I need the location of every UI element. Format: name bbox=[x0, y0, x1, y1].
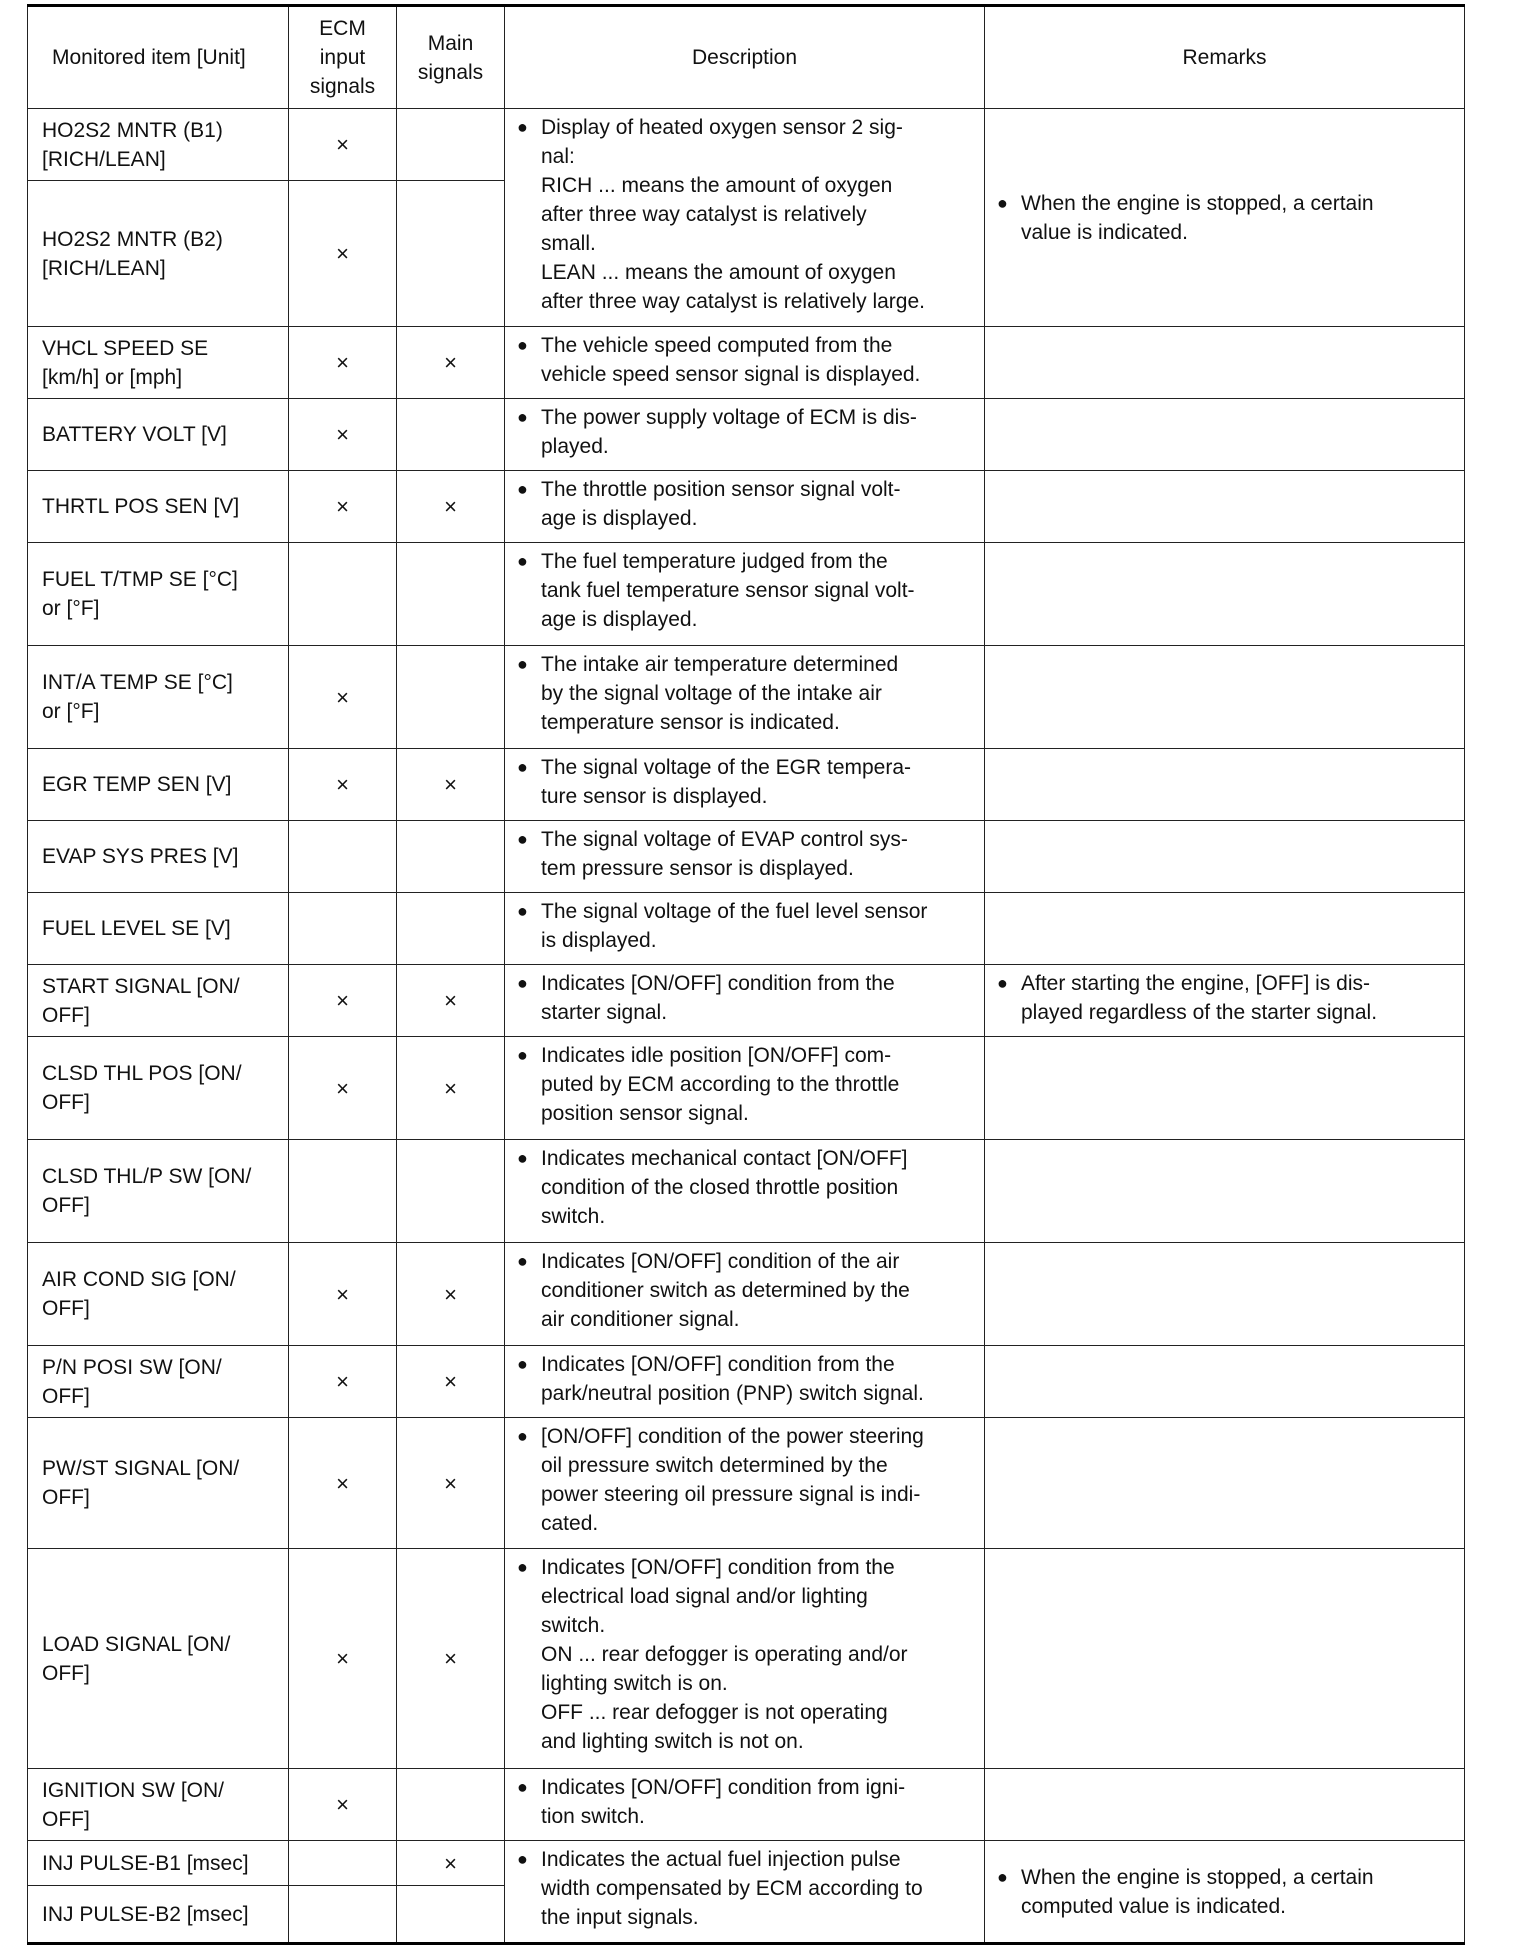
ecm-input-mark-cell bbox=[289, 543, 397, 646]
description-cell bbox=[505, 893, 985, 965]
description-text: The power supply voltage of ECM is dis- played. bbox=[541, 406, 917, 458]
monitored-item-cell: BATTERY VOLT [V] bbox=[28, 399, 289, 471]
remarks-text: After starting the engine, [OFF] is dis- played regardless of the starter signal. bbox=[1021, 972, 1378, 1024]
description-text: Indicates [ON/OFF] condition from the park/neutral position (PNP) switch signal. bbox=[541, 1353, 924, 1405]
remarks-cell bbox=[985, 543, 1465, 646]
monitored-item-cell: CLSD THL POS [ON/ OFF] bbox=[28, 1037, 289, 1140]
ecm-input-mark-cell: × bbox=[289, 181, 397, 327]
description-bullet bbox=[517, 650, 978, 737]
ecm-input-mark-cell bbox=[289, 1140, 397, 1243]
table-row bbox=[28, 399, 1465, 471]
table-row bbox=[28, 1243, 1465, 1346]
bullet-icon: ● bbox=[517, 551, 528, 571]
remarks-bullet bbox=[997, 969, 1458, 1027]
bullet-icon: ● bbox=[517, 1426, 528, 1446]
table-row bbox=[28, 543, 1465, 646]
description-bullet bbox=[517, 969, 978, 1027]
description-cell bbox=[505, 1841, 985, 1944]
bullet-icon: ● bbox=[997, 973, 1008, 993]
ecm-input-mark-cell: × bbox=[289, 1769, 397, 1841]
remarks-bullet bbox=[997, 189, 1458, 247]
description-cell bbox=[505, 965, 985, 1037]
remarks-cell bbox=[985, 109, 1465, 327]
header-row bbox=[28, 6, 1465, 109]
table-row bbox=[28, 1140, 1465, 1243]
remarks-cell bbox=[985, 821, 1465, 893]
remarks-cell bbox=[985, 1037, 1465, 1140]
remarks-cell bbox=[985, 646, 1465, 749]
main-signal-mark-cell: × bbox=[397, 471, 505, 543]
monitored-item-cell: FUEL LEVEL SE [V] bbox=[28, 893, 289, 965]
ecm-input-mark-cell: × bbox=[289, 1549, 397, 1769]
bullet-icon: ● bbox=[517, 335, 528, 355]
description-bullet bbox=[517, 897, 978, 955]
ecm-input-mark-cell: × bbox=[289, 1346, 397, 1418]
description-cell bbox=[505, 1418, 985, 1549]
remarks-cell bbox=[985, 1549, 1465, 1769]
table-row bbox=[28, 1841, 1465, 1886]
description-bullet bbox=[517, 1041, 978, 1128]
description-cell bbox=[505, 1346, 985, 1418]
main-signal-mark-cell: × bbox=[397, 327, 505, 399]
table-row bbox=[28, 749, 1465, 821]
description-bullet bbox=[517, 113, 978, 316]
main-signal-mark-cell bbox=[397, 399, 505, 471]
ecm-input-mark-cell: × bbox=[289, 1418, 397, 1549]
bullet-icon: ● bbox=[517, 1777, 528, 1797]
bullet-icon: ● bbox=[517, 1849, 528, 1869]
description-bullet bbox=[517, 1350, 978, 1408]
monitored-item-cell: AIR COND SIG [ON/ OFF] bbox=[28, 1243, 289, 1346]
description-text: The signal voltage of the EGR tempera- ture sensor is displayed. bbox=[541, 756, 912, 808]
ecm-input-mark-cell: × bbox=[289, 399, 397, 471]
bullet-icon: ● bbox=[517, 1045, 528, 1065]
header-monitored-item: Monitored item [Unit] bbox=[28, 6, 289, 109]
description-text: Indicates [ON/OFF] condition from the electrical load signal and/or lighting switch. ON ... rear defogger is operating and/or lighting switch is on. OFF ... rear defogger is not operating and lighting switch is not on. bbox=[541, 1556, 908, 1753]
bullet-icon: ● bbox=[517, 654, 528, 674]
description-text: The fuel temperature judged from the tank fuel temperature sensor signal volt- age is displayed. bbox=[541, 550, 915, 631]
description-bullet bbox=[517, 753, 978, 811]
description-cell bbox=[505, 1140, 985, 1243]
main-signal-mark-cell bbox=[397, 1140, 505, 1243]
remarks-cell bbox=[985, 893, 1465, 965]
main-signal-mark-cell bbox=[397, 1886, 505, 1944]
monitored-item-cell: P/N POSI SW [ON/ OFF] bbox=[28, 1346, 289, 1418]
description-cell bbox=[505, 471, 985, 543]
description-bullet bbox=[517, 1773, 978, 1831]
monitored-item-cell: HO2S2 MNTR (B2) [RICH/LEAN] bbox=[28, 181, 289, 327]
monitored-item-cell: PW/ST SIGNAL [ON/ OFF] bbox=[28, 1418, 289, 1549]
header-description: Description bbox=[505, 6, 985, 109]
monitored-item-cell: START SIGNAL [ON/ OFF] bbox=[28, 965, 289, 1037]
bullet-icon: ● bbox=[517, 1251, 528, 1271]
description-cell bbox=[505, 1243, 985, 1346]
description-text: Indicates idle position [ON/OFF] com- puted by ECM according to the throttle position sensor signal. bbox=[541, 1044, 900, 1125]
description-bullet bbox=[517, 403, 978, 461]
description-text: Indicates [ON/OFF] condition of the air conditioner switch as determined by the air conditioner signal. bbox=[541, 1250, 910, 1331]
description-cell bbox=[505, 1549, 985, 1769]
description-cell bbox=[505, 1037, 985, 1140]
ecm-input-mark-cell: × bbox=[289, 749, 397, 821]
table-row bbox=[28, 965, 1465, 1037]
table-row bbox=[28, 109, 1465, 181]
description-cell bbox=[505, 1769, 985, 1841]
ecm-input-mark-cell: × bbox=[289, 327, 397, 399]
ecm-input-mark-cell bbox=[289, 1886, 397, 1944]
main-signal-mark-cell bbox=[397, 543, 505, 646]
description-cell bbox=[505, 327, 985, 399]
description-bullet bbox=[517, 1144, 978, 1231]
table-row bbox=[28, 1037, 1465, 1140]
header-remarks: Remarks bbox=[985, 6, 1465, 109]
monitored-item-cell: IGNITION SW [ON/ OFF] bbox=[28, 1769, 289, 1841]
remarks-cell bbox=[985, 1841, 1465, 1944]
description-text: Indicates the actual fuel injection pulse width compensated by ECM according to the input signals. bbox=[541, 1848, 923, 1929]
description-text: Indicates [ON/OFF] condition from igni- tion switch. bbox=[541, 1776, 906, 1828]
description-cell bbox=[505, 399, 985, 471]
remarks-cell bbox=[985, 1769, 1465, 1841]
monitored-item-cell: THRTL POS SEN [V] bbox=[28, 471, 289, 543]
monitored-item-cell: INJ PULSE-B2 [msec] bbox=[28, 1886, 289, 1944]
bullet-icon: ● bbox=[517, 1557, 528, 1577]
monitored-item-cell: LOAD SIGNAL [ON/ OFF] bbox=[28, 1549, 289, 1769]
bullet-icon: ● bbox=[517, 1148, 528, 1168]
remarks-cell bbox=[985, 749, 1465, 821]
remarks-cell bbox=[985, 1346, 1465, 1418]
table-row bbox=[28, 1769, 1465, 1841]
remarks-cell bbox=[985, 965, 1465, 1037]
table-row bbox=[28, 821, 1465, 893]
description-text: The signal voltage of EVAP control sys- tem pressure sensor is displayed. bbox=[541, 828, 908, 880]
ecm-input-mark-cell bbox=[289, 821, 397, 893]
main-signal-mark-cell bbox=[397, 646, 505, 749]
ecm-input-mark-cell: × bbox=[289, 1243, 397, 1346]
description-bullet bbox=[517, 1845, 978, 1932]
remarks-cell bbox=[985, 1418, 1465, 1549]
main-signal-mark-cell: × bbox=[397, 749, 505, 821]
table-row bbox=[28, 327, 1465, 399]
main-signal-mark-cell: × bbox=[397, 965, 505, 1037]
description-cell bbox=[505, 646, 985, 749]
monitored-item-cell: EVAP SYS PRES [V] bbox=[28, 821, 289, 893]
ecm-input-mark-cell: × bbox=[289, 965, 397, 1037]
bullet-icon: ● bbox=[997, 192, 1008, 213]
main-signal-mark-cell: × bbox=[397, 1841, 505, 1886]
monitored-item-cell: HO2S2 MNTR (B1) [RICH/LEAN] bbox=[28, 109, 289, 181]
description-bullet bbox=[517, 331, 978, 389]
ecm-input-mark-cell bbox=[289, 893, 397, 965]
main-signal-mark-cell bbox=[397, 1769, 505, 1841]
main-signal-mark-cell bbox=[397, 181, 505, 327]
main-signal-mark-cell bbox=[397, 109, 505, 181]
bullet-icon: ● bbox=[997, 1866, 1008, 1887]
main-signal-mark-cell: × bbox=[397, 1418, 505, 1549]
description-text: The intake air temperature determined by the signal voltage of the intake air temperature sensor is indicated. bbox=[541, 653, 899, 734]
monitored-item-cell: INT/A TEMP SE [°C] or [°F] bbox=[28, 646, 289, 749]
description-text: Indicates [ON/OFF] condition from the starter signal. bbox=[541, 972, 895, 1024]
table-row bbox=[28, 646, 1465, 749]
ecm-input-mark-cell: × bbox=[289, 646, 397, 749]
main-signal-mark-cell: × bbox=[397, 1037, 505, 1140]
remarks-cell bbox=[985, 471, 1465, 543]
remarks-cell bbox=[985, 1243, 1465, 1346]
header-ecm-input-signals: ECM input signals bbox=[289, 6, 397, 109]
table-row bbox=[28, 1346, 1465, 1418]
main-signal-mark-cell bbox=[397, 893, 505, 965]
description-cell bbox=[505, 821, 985, 893]
monitored-item-cell: INJ PULSE-B1 [msec] bbox=[28, 1841, 289, 1886]
bullet-icon: ● bbox=[517, 757, 528, 777]
monitored-item-cell: EGR TEMP SEN [V] bbox=[28, 749, 289, 821]
description-text: The vehicle speed computed from the vehicle speed sensor signal is displayed. bbox=[541, 334, 921, 386]
bullet-icon: ● bbox=[517, 973, 528, 993]
monitored-item-cell: CLSD THL/P SW [ON/ OFF] bbox=[28, 1140, 289, 1243]
remarks-text: When the engine is stopped, a certain value is indicated. bbox=[1021, 191, 1374, 244]
monitored-item-cell: FUEL T/TMP SE [°C] or [°F] bbox=[28, 543, 289, 646]
header-main-signals: Main signals bbox=[397, 6, 505, 109]
description-bullet bbox=[517, 825, 978, 883]
remarks-text: When the engine is stopped, a certain computed value is indicated. bbox=[1021, 1865, 1374, 1918]
bullet-icon: ● bbox=[517, 901, 528, 921]
description-text: The throttle position sensor signal volt- age is displayed. bbox=[541, 478, 901, 530]
main-signal-mark-cell bbox=[397, 821, 505, 893]
remarks-cell bbox=[985, 1140, 1465, 1243]
description-bullet bbox=[517, 1553, 978, 1756]
description-text: [ON/OFF] condition of the power steering oil pressure switch determined by the power steering oil pressure signal is indi- cated. bbox=[541, 1425, 924, 1535]
bullet-icon: ● bbox=[517, 829, 528, 849]
main-signal-mark-cell: × bbox=[397, 1243, 505, 1346]
description-bullet bbox=[517, 1247, 978, 1334]
bullet-icon: ● bbox=[517, 407, 528, 427]
main-signal-mark-cell: × bbox=[397, 1549, 505, 1769]
remarks-cell bbox=[985, 327, 1465, 399]
remarks-bullet bbox=[997, 1863, 1458, 1921]
ecm-input-mark-cell: × bbox=[289, 471, 397, 543]
ecm-input-mark-cell: × bbox=[289, 1037, 397, 1140]
description-bullet bbox=[517, 1422, 978, 1538]
bullet-icon: ● bbox=[517, 117, 528, 137]
description-bullet bbox=[517, 547, 978, 634]
main-signal-mark-cell: × bbox=[397, 1346, 505, 1418]
table-row bbox=[28, 471, 1465, 543]
description-text: Indicates mechanical contact [ON/OFF] condition of the closed throttle position switch. bbox=[541, 1147, 908, 1228]
table-row bbox=[28, 1549, 1465, 1769]
description-cell bbox=[505, 109, 985, 327]
description-text: Display of heated oxygen sensor 2 sig- nal: RICH ... means the amount of oxygen after three way catalyst is relatively small. LEAN ... means the amount of oxygen after three way catalyst is relatively large. bbox=[541, 116, 925, 313]
description-bullet bbox=[517, 475, 978, 533]
description-cell bbox=[505, 543, 985, 646]
ecm-input-mark-cell bbox=[289, 1841, 397, 1886]
monitored-items-table bbox=[27, 4, 1465, 1945]
description-cell bbox=[505, 749, 985, 821]
ecm-input-mark-cell: × bbox=[289, 109, 397, 181]
monitored-item-cell: VHCL SPEED SE [km/h] or [mph] bbox=[28, 327, 289, 399]
table-row bbox=[28, 1418, 1465, 1549]
bullet-icon: ● bbox=[517, 479, 528, 499]
bullet-icon: ● bbox=[517, 1354, 528, 1374]
table-row bbox=[28, 893, 1465, 965]
remarks-cell bbox=[985, 399, 1465, 471]
description-text: The signal voltage of the fuel level sensor is displayed. bbox=[541, 900, 928, 952]
